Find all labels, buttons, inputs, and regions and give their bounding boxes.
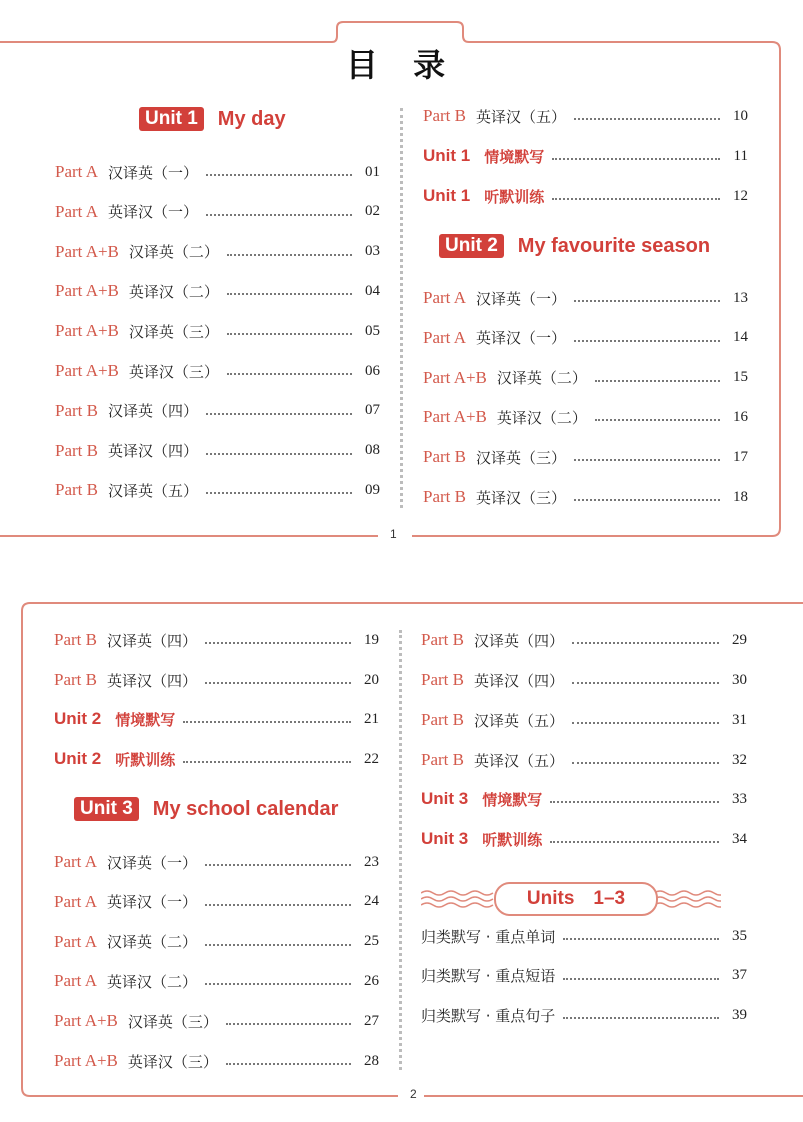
page-ref: 33	[732, 790, 747, 807]
leader-dots	[205, 642, 351, 644]
part-label: Part B	[55, 440, 98, 460]
part-label: Part A	[55, 162, 98, 181]
page-ref: 34	[732, 830, 747, 847]
unit-title: My favourite season	[517, 234, 711, 257]
page-ref: 31	[732, 711, 747, 728]
leader-dots	[205, 864, 351, 866]
leader-dots	[572, 762, 719, 764]
part-label: Part B	[421, 630, 464, 649]
entry-title: 英译汉（一）	[475, 329, 566, 348]
entry-title: 英译汉（三）	[475, 488, 566, 507]
page-ref: 32	[732, 751, 747, 768]
page-ref: 30	[732, 671, 747, 688]
part-label: Part A	[423, 327, 466, 347]
unit-heading	[74, 797, 338, 821]
entry-title: 归类默写 · 重点短语	[421, 967, 556, 985]
page-ref: 37	[732, 967, 747, 983]
leader-dots	[572, 642, 719, 644]
part-label: Part A+B	[423, 367, 487, 387]
unit-label: Unit 1	[423, 186, 471, 205]
page2-right-column	[421, 0, 747, 1122]
toc-entry[interactable]	[54, 1009, 379, 1033]
entry-title: 归类默写 · 重点单词	[421, 927, 556, 946]
page-ref: 11	[733, 147, 748, 164]
leader-dots	[572, 722, 719, 724]
entry-title: 汉译英（四）	[473, 631, 564, 650]
wave-decoration-left	[421, 888, 496, 910]
page-ref: 04	[365, 282, 380, 299]
toc-entry[interactable]	[421, 628, 747, 652]
toc-entry-review[interactable]	[421, 787, 747, 811]
unit-badge: Unit 3	[74, 797, 139, 821]
unit-label: Unit 3	[421, 789, 469, 808]
page-ref: 07	[365, 402, 380, 419]
page-ref: 17	[733, 448, 748, 465]
toc-entry-review[interactable]	[54, 747, 379, 771]
leader-dots	[563, 1017, 719, 1019]
entry-title: 英译汉（三）	[127, 1052, 218, 1071]
page-number-2: 2	[404, 1087, 423, 1101]
page-ref: 29	[732, 631, 747, 648]
page-ref: 22	[364, 750, 379, 767]
entry-title: 听默训练	[484, 187, 545, 206]
leader-dots	[226, 1063, 351, 1065]
entry-title: 汉译英（四）	[107, 402, 198, 421]
leader-dots	[550, 801, 719, 803]
column-divider	[399, 630, 402, 1070]
unit-label: Unit 2	[54, 749, 102, 768]
toc-entry[interactable]	[54, 850, 379, 874]
page-ref: 14	[733, 329, 748, 346]
part-label: Part B	[421, 670, 464, 689]
part-label: Part A	[54, 971, 97, 991]
part-label: Part A	[54, 852, 97, 871]
units-banner	[421, 882, 721, 916]
page-ref: 35	[732, 927, 747, 944]
page-ref: 39	[732, 1006, 747, 1023]
entry-title: 英译汉（四）	[473, 671, 564, 690]
column-divider	[400, 108, 403, 508]
part-label: Part A	[54, 931, 97, 951]
page-number-1: 1	[384, 527, 403, 541]
part-label: Part B	[421, 710, 464, 729]
entry-title: 听默训练	[115, 750, 176, 769]
units-banner-label: Units 1–3	[494, 882, 658, 916]
leader-dots	[572, 682, 719, 684]
page-ref: 24	[364, 893, 379, 910]
part-label: Part A+B	[55, 241, 119, 261]
entry-title: 汉译英（一）	[107, 163, 198, 182]
entry-title: 英译汉（二）	[128, 282, 219, 301]
entry-title: 英译汉（三）	[128, 362, 219, 381]
entry-title: 英译汉（一）	[107, 203, 198, 222]
entry-title: 英译汉（五）	[475, 107, 566, 126]
part-label: Part A+B	[54, 1051, 118, 1070]
part-label: Part B	[423, 106, 466, 125]
unit-label: Unit 2	[54, 709, 102, 728]
page-ref: 25	[364, 933, 379, 950]
part-label: Part B	[54, 630, 97, 649]
toc-entry[interactable]	[54, 628, 379, 652]
part-label: Part A+B	[55, 281, 119, 301]
page-ref: 10	[733, 107, 748, 124]
page-title: 目 录	[345, 46, 458, 84]
entry-title: 归类默写 · 重点句子	[421, 1006, 556, 1025]
entry-title: 汉译英（一）	[106, 853, 197, 872]
part-label: Part A	[423, 288, 466, 307]
unit-label: Unit 1	[423, 146, 471, 165]
leader-dots	[205, 944, 351, 946]
toc-entry-review[interactable]	[421, 827, 747, 851]
page-ref: 26	[364, 972, 379, 989]
part-label: Part B	[421, 750, 464, 769]
part-label: Part A	[54, 891, 97, 911]
part-label: Part B	[55, 480, 98, 500]
unit-title: My day	[217, 107, 286, 130]
toc-entry-summary[interactable]	[421, 964, 747, 988]
entry-title: 汉译英（三）	[127, 1012, 218, 1031]
leader-dots	[563, 978, 719, 980]
page-ref: 09	[365, 481, 380, 498]
entry-title: 英译汉（四）	[106, 671, 197, 690]
page-ref: 15	[733, 369, 748, 386]
entry-title: 汉译英（五）	[473, 711, 564, 730]
entry-title: 英译汉（一）	[106, 893, 197, 912]
page-ref: 08	[365, 442, 380, 459]
leader-dots	[563, 938, 719, 940]
leader-dots	[226, 1023, 351, 1025]
page-ref: 12	[733, 187, 748, 204]
unit-title: My school calendar	[152, 797, 339, 820]
page-ref: 19	[364, 631, 379, 648]
entry-title: 听默训练	[482, 830, 543, 849]
page-ref: 02	[365, 203, 380, 220]
page-ref: 05	[365, 322, 380, 339]
leader-dots	[183, 721, 351, 723]
part-label: Part A	[55, 201, 98, 221]
entry-title: 汉译英（三）	[128, 322, 219, 341]
entry-title: 情境默写	[115, 710, 176, 729]
leader-dots	[205, 682, 351, 684]
page-ref: 23	[364, 853, 379, 870]
part-label: Part B	[423, 487, 466, 506]
entry-title: 汉译英（三）	[475, 448, 566, 467]
toc-entry[interactable]	[421, 708, 747, 732]
entry-title: 英译汉（二）	[106, 972, 197, 991]
page-ref: 16	[733, 408, 748, 425]
page-ref: 18	[733, 488, 748, 505]
entry-title: 汉译英（二）	[106, 933, 197, 952]
unit-badge: Unit 1	[139, 107, 204, 131]
wave-decoration-right	[654, 888, 721, 910]
toc-entry[interactable]	[54, 1049, 379, 1073]
entry-title: 情境默写	[484, 147, 545, 166]
page-ref: 06	[365, 362, 380, 379]
toc-entry[interactable]	[54, 969, 379, 993]
page-ref: 27	[364, 1012, 379, 1029]
entry-title: 情境默写	[482, 790, 543, 809]
toc-entry[interactable]	[54, 930, 379, 954]
toc-entry-summary[interactable]	[421, 1003, 747, 1027]
entry-title: 汉译英（一）	[475, 289, 566, 308]
leader-dots	[205, 983, 351, 985]
part-label: Part A+B	[55, 321, 119, 341]
part-label: Part A+B	[55, 361, 119, 380]
page2-left-column	[54, 0, 379, 1122]
unit-label: Unit 3	[421, 829, 469, 848]
page-ref: 01	[365, 163, 380, 180]
entry-title: 汉译英（二）	[496, 369, 587, 388]
leader-dots	[550, 841, 719, 843]
part-label: Part B	[423, 447, 466, 467]
entry-title: 汉译英（二）	[128, 243, 219, 262]
toc-entry[interactable]	[421, 668, 747, 692]
part-label: Part B	[55, 400, 98, 420]
part-label: Part A+B	[423, 407, 487, 427]
toc-entry[interactable]	[54, 668, 379, 692]
page-ref: 13	[733, 289, 748, 306]
entry-title: 汉译英（五）	[107, 481, 198, 500]
unit-badge: Unit 2	[439, 234, 504, 258]
page-ref: 28	[364, 1052, 379, 1069]
toc-entry[interactable]	[54, 890, 379, 914]
entry-title: 英译汉（五）	[473, 751, 564, 770]
leader-dots	[183, 761, 351, 763]
page-ref: 20	[364, 671, 379, 688]
entry-title: 汉译英（四）	[106, 631, 197, 650]
page-ref: 21	[364, 710, 379, 727]
toc-entry-review[interactable]	[54, 707, 379, 731]
leader-dots	[205, 904, 351, 906]
toc-entry[interactable]	[421, 748, 747, 772]
part-label: Part A+B	[54, 1011, 118, 1031]
page-ref: 03	[365, 243, 380, 260]
entry-title: 英译汉（二）	[496, 408, 587, 427]
entry-title: 英译汉（四）	[107, 442, 198, 461]
part-label: Part B	[54, 670, 97, 689]
toc-entry-summary[interactable]	[421, 924, 747, 948]
